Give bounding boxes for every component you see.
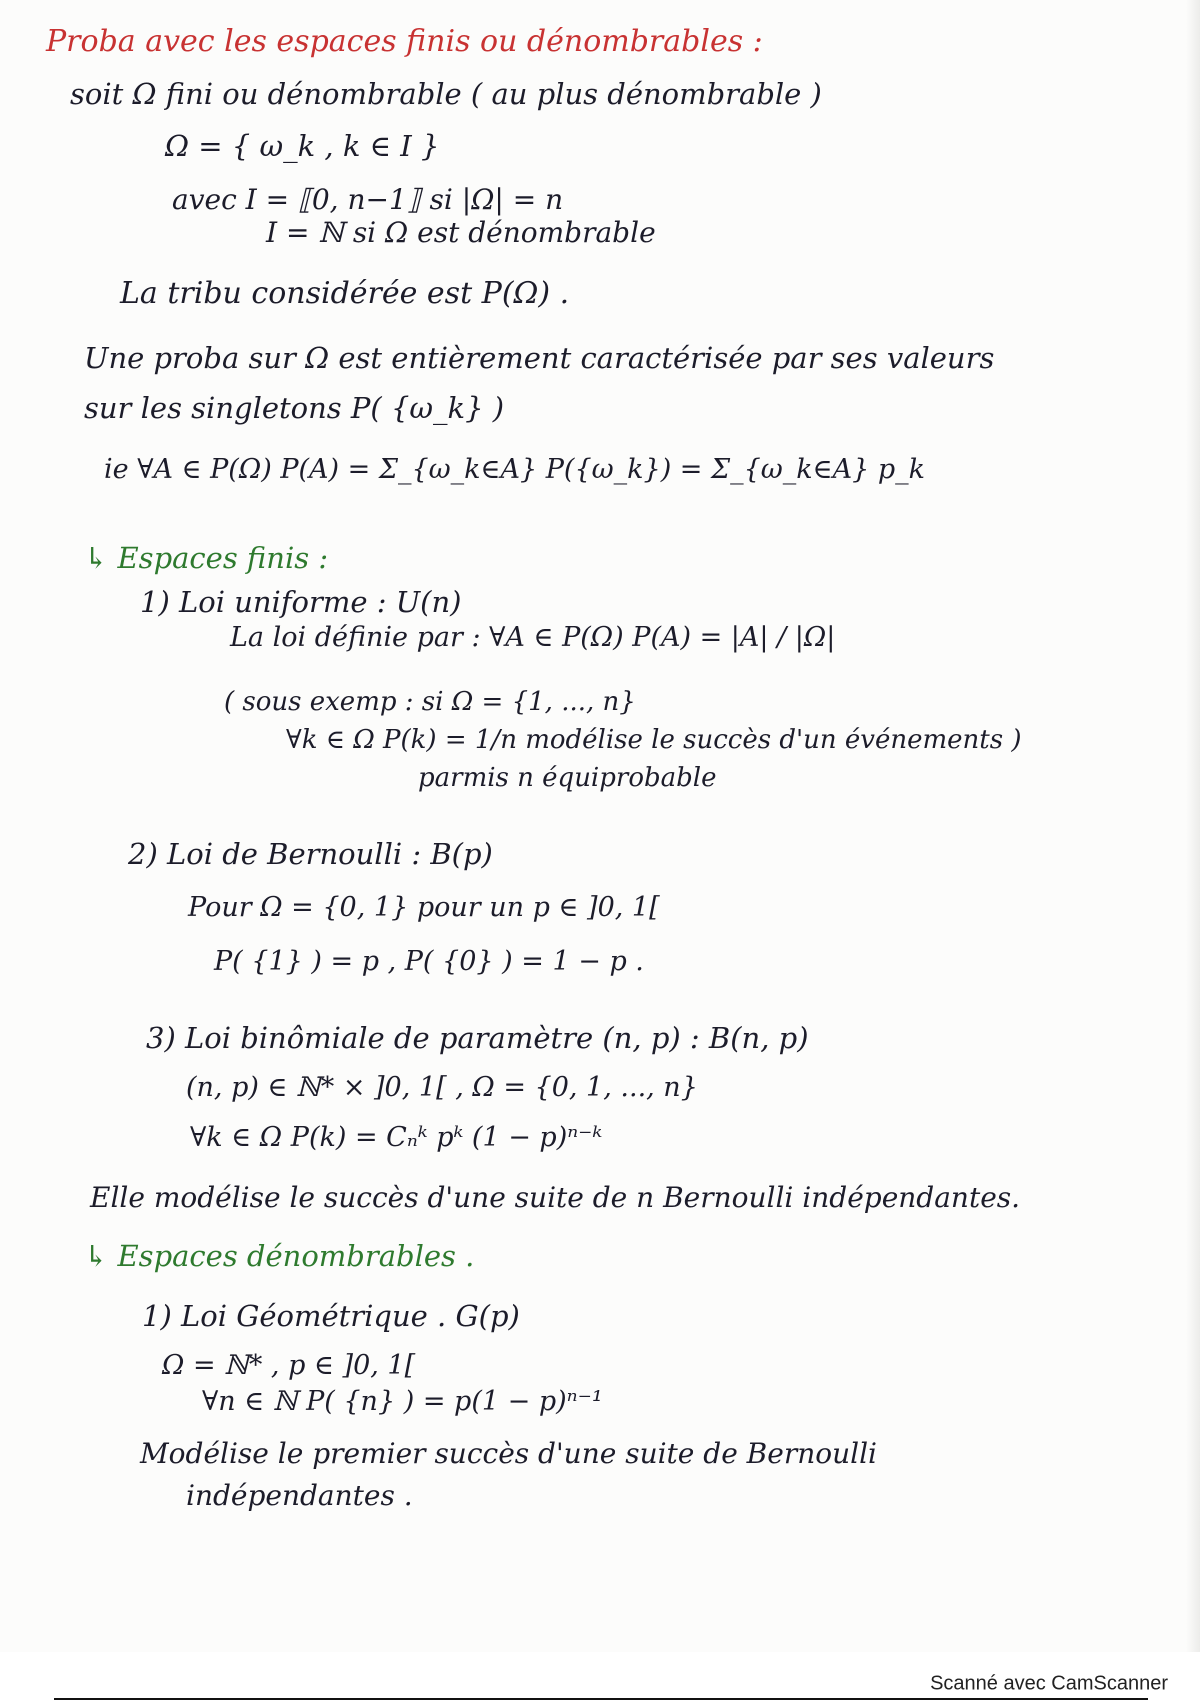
- geometric-law-title: 1) Loi Géométrique . G(p): [142, 1299, 520, 1333]
- sum-formula: ie ∀A ∈ P(Ω) P(A) = Σ_{ω_k∈A} P({ω_k}) = Σ_{ω_k∈A} p_k: [104, 454, 926, 485]
- page-edge-shadow: [1186, 0, 1200, 1652]
- binomial-law-title: 3) Loi binômiale de paramètre (n, p) : B(n, p): [146, 1021, 809, 1055]
- intro-line-1: soit Ω fini ou dénombrable ( au plus dénombrable ): [70, 77, 822, 111]
- geometric-model-line-2: indépendantes .: [186, 1479, 413, 1512]
- binomial-line-1: (n, p) ∈ ℕ* × ]0, 1[ , Ω = {0, 1, ..., n}: [186, 1072, 698, 1103]
- bernoulli-line-1: Pour Ω = {0, 1} pour un p ∈ ]0, 1[: [188, 892, 660, 923]
- uniform-example-1: ( sous exemp : si Ω = {1, ..., n}: [224, 687, 636, 717]
- uniform-law-title: 1) Loi uniforme : U(n): [140, 585, 462, 619]
- uniform-example-2: ∀k ∈ Ω P(k) = 1/n modélise le succès d'un événements ): [286, 725, 1022, 755]
- uniform-law-definition: La loi définie par : ∀A ∈ P(Ω) P(A) = |A| / |Ω|: [230, 622, 836, 653]
- section-heading-finite: ↳ Espaces finis :: [84, 541, 329, 575]
- binomial-model-line: Elle modélise le succès d'une suite de n Bernoulli indépendantes.: [90, 1181, 1021, 1214]
- proba-characterization: Une proba sur Ω est entièrement caractérisée par ses valeurs: [84, 341, 995, 375]
- tribu-line: La tribu considérée est P(Ω) .: [120, 276, 570, 311]
- binomial-formula: ∀k ∈ Ω P(k) = Cₙᵏ pᵏ (1 − p)ⁿ⁻ᵏ: [190, 1122, 603, 1153]
- bernoulli-line-2: P( {1} ) = p , P( {0} ) = 1 − p .: [214, 946, 644, 977]
- section-heading-countable: ↳ Espaces dénombrables .: [84, 1239, 475, 1273]
- singletons-line: sur les singletons P( {ω_k} ): [84, 391, 505, 425]
- bernoulli-law-title: 2) Loi de Bernoulli : B(p): [128, 837, 493, 871]
- geometric-formula: ∀n ∈ ℕ P( {n} ) = p(1 − p)ⁿ⁻¹: [202, 1386, 603, 1417]
- page-title: Proba avec les espaces finis ou dénombrables :: [46, 24, 763, 59]
- scanner-watermark: Scanné avec CamScanner: [930, 1672, 1168, 1695]
- uniform-example-3: parmis n équiprobable: [418, 763, 717, 793]
- index-set-finite: avec I = ⟦0, n−1⟧ si |Ω| = n: [172, 183, 564, 216]
- omega-definition: Ω = { ω_k , k ∈ I }: [165, 129, 440, 163]
- geometric-model-line: Modélise le premier succès d'une suite de Bernoulli: [140, 1437, 877, 1470]
- geometric-line-1: Ω = ℕ* , p ∈ ]0, 1[: [162, 1350, 416, 1381]
- index-set-countable: I = ℕ si Ω est dénombrable: [266, 216, 656, 249]
